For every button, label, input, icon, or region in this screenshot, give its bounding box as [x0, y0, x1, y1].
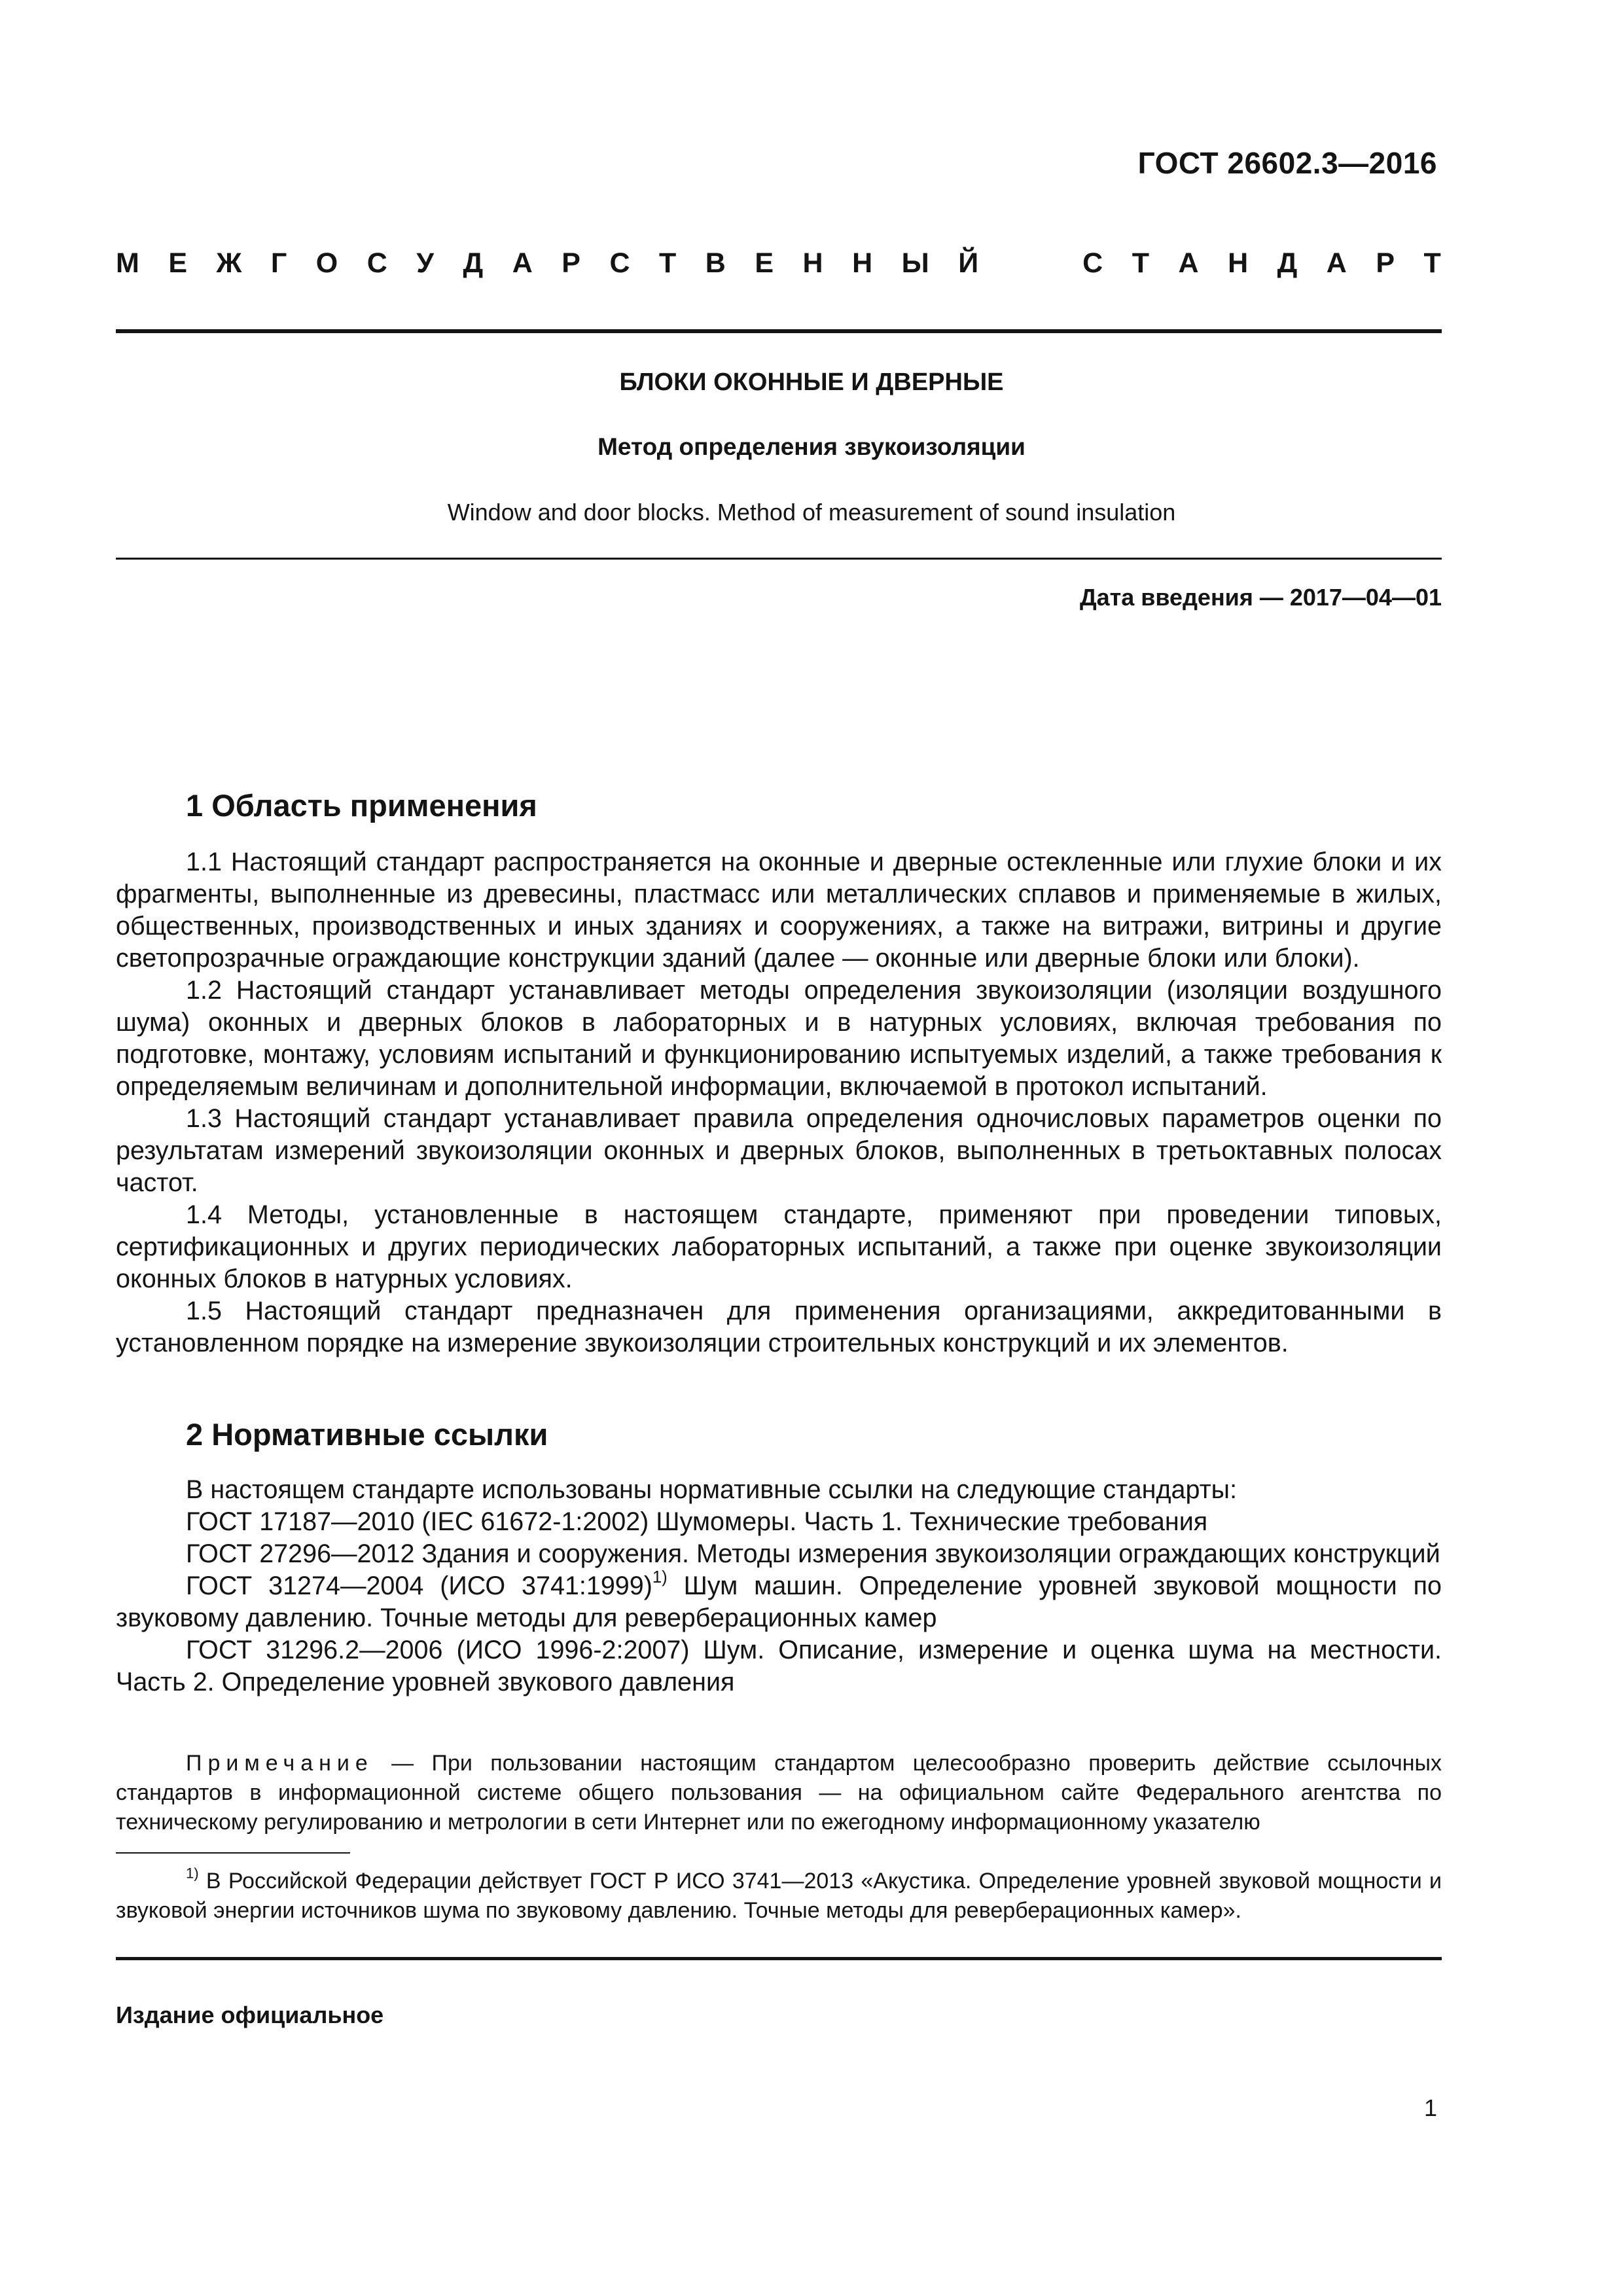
section-2-body	[116, 1474, 1442, 1698]
heading-letter: Н	[1228, 247, 1249, 279]
heading-letter: Е	[755, 247, 774, 279]
heading-letter: Ж	[216, 247, 242, 279]
heading-letter: А	[512, 247, 533, 279]
heading-letter: Е	[168, 247, 188, 279]
heading-letter: О	[315, 247, 338, 279]
paragraph-1-4: 1.4 Методы, установленные в настоящем стандарте, применяют при проведении типовых, сертификационных и других периодических лабораторных испытаний, а также при оценке звукоизоляции оконных блоков в натурных условиях.	[116, 1200, 1442, 1293]
note	[116, 1749, 1442, 1837]
section-1-heading: 1 Область применения	[186, 788, 537, 823]
heading-letter: Р	[562, 247, 580, 279]
heading-letter: Н	[802, 247, 823, 279]
document-title: БЛОКИ ОКОННЫЕ И ДВЕРНЫЕ	[619, 368, 1004, 396]
note-text: — При пользовании настоящим стандартом целесообразно проверить действие ссылочных стандартов в информационной системе общего пользования — на официальном сайте Федерального агентства по техническому регулированию и метрологии в сети Интернет или по ежегодному информационному указателю	[116, 1751, 1442, 1835]
heading-letter: Н	[852, 247, 873, 279]
footnote-marker: 1)	[186, 1865, 199, 1882]
page-number: 1	[1423, 2094, 1437, 2121]
english-title: Window and door blocks. Method of measurement of sound insulation	[447, 499, 1176, 526]
paragraph-1-2: 1.2 Настоящий стандарт устанавливает методы определения звукоизоляции (изоляции воздушного шума) оконных и дверных блоков в лабораторных и в натурных условиях, включая требования по подготовке, монтажу, условиям испытаний и функционированию испытуемых изделий, а также требования к определяемым величинам и дополнительной информации, включаемой в протокол испытаний.	[116, 976, 1442, 1101]
heading-letter: А	[1178, 247, 1199, 279]
document-number: ГОСТ 26602.3—2016	[1137, 146, 1437, 180]
paragraph-1-1: 1.1 Настоящий стандарт распространяется на оконные и дверные остекленные или глухие блоки и их фрагменты, выполненные из древесины, пластмасс или металлических сплавов и применяемые в жилых, общественных, производственных и иных зданиях и сооружениях, а также на витражи, витрины и другие светопрозрачные ограждающие конструкции зданий (далее — оконные или дверные блоки или блоки).	[116, 848, 1442, 973]
heading-letter: Г	[270, 247, 287, 279]
heading-letter: У	[416, 247, 435, 279]
heading-letter: Т	[659, 247, 677, 279]
references-intro: В настоящем стандарте использованы нормативные ссылки на следующие стандарты:	[186, 1475, 1238, 1504]
paragraph-1-5: 1.5 Настоящий стандарт предназначен для применения организациями, аккредитованными в установленном порядке на измерение звукоизоляции строительных конструкций и их элементов.	[116, 1297, 1442, 1357]
heading-letter: В	[705, 247, 726, 279]
interstate-standard-heading	[116, 247, 1441, 279]
reference-text: ГОСТ 31274—2004 (ИСО 3741:1999)	[186, 1571, 652, 1600]
document-subtitle: Метод определения звукоизоляции	[597, 433, 1026, 460]
header-rule	[116, 329, 1442, 333]
paragraph-1-3: 1.3 Настоящий стандарт устанавливает правила определения одночисловых параметров оценки по результатам измерений звукоизоляции оконных и дверных блоков, выполненных в третьоктавных полосах частот.	[116, 1104, 1442, 1197]
reference-gost-31296-2: ГОСТ 31296.2—2006 (ИСО 1996-2:2007) Шум. Описание, измерение и оценка шума на местности. Часть 2. Определение уровней звукового давления	[116, 1636, 1442, 1696]
section-2-heading: 2 Нормативные ссылки	[186, 1417, 548, 1452]
heading-letter: М	[116, 247, 139, 279]
note-label: Примечание	[186, 1751, 374, 1776]
introduction-date: Дата введения — 2017—04—01	[1079, 584, 1442, 611]
heading-letter: Р	[1376, 247, 1395, 279]
footnote-text: В Российской Федерации действует ГОСТ Р ИСО 3741—2013 «Акустика. Определение уровней звуковой мощности и звуковой энергии источников шума по звуковому давлению. Точные методы для реверберационных камер».	[116, 1869, 1442, 1923]
heading-letter: С	[609, 247, 630, 279]
reference-gost-27296: ГОСТ 27296—2012 Здания и сооружения. Методы измерения звукоизоляции ограждающих конструкций	[186, 1539, 1440, 1568]
footer-rule	[116, 1957, 1442, 1960]
reference-gost-31274	[116, 1570, 1442, 1634]
heading-letter: Т	[1132, 247, 1150, 279]
heading-letter: Ы	[901, 247, 929, 279]
footnote-separator	[116, 1852, 350, 1854]
edition-label: Издание официальное	[116, 2001, 384, 2028]
footnote-marker: 1)	[652, 1568, 668, 1587]
heading-letter: С	[366, 247, 387, 279]
footnote	[116, 1867, 1442, 1926]
section-1-body	[116, 846, 1442, 1359]
heading-letter: А	[1326, 247, 1347, 279]
heading-letter: С	[1082, 247, 1103, 279]
heading-letter: Т	[1423, 247, 1441, 279]
reference-text: Шум машин. Определение уровней звуковой мощности по звуковому давлению. Точные методы для реверберационных камер	[116, 1571, 1442, 1632]
word-gap	[1008, 247, 1054, 279]
heading-letter: Й	[958, 247, 979, 279]
heading-letter: Д	[1277, 247, 1298, 279]
reference-gost-17187: ГОСТ 17187—2010 (IEC 61672-1:2002) Шумомеры. Часть 1. Технические требования	[186, 1507, 1208, 1536]
title-rule	[116, 558, 1442, 560]
heading-letter: Д	[463, 247, 484, 279]
